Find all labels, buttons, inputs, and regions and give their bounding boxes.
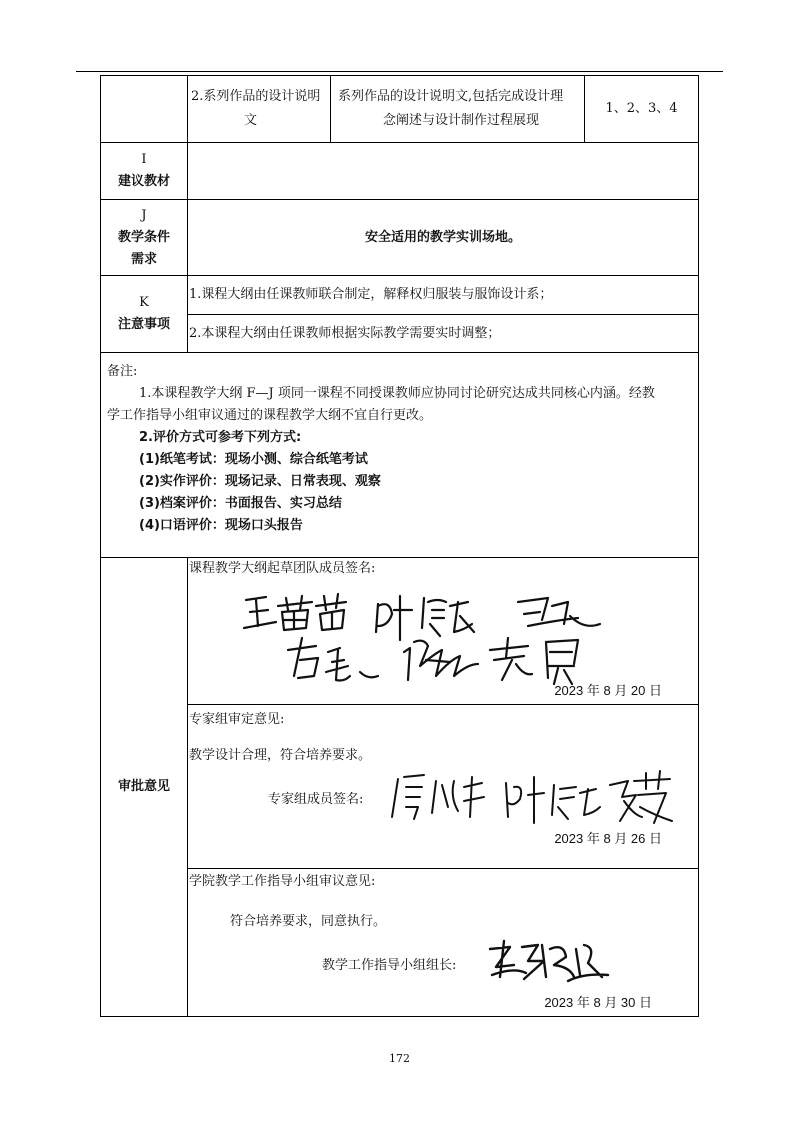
row1-item-line-2: 文 xyxy=(243,113,257,128)
signature-stroke xyxy=(490,941,608,981)
row1-desc-line-1: 系列作品的设计说明文,包括完成设计理 xyxy=(338,89,564,104)
expert-title: 专家组审定意见: xyxy=(189,712,285,727)
section-k-content xyxy=(188,276,699,353)
college-title: 学院教学工作指导小组审议意见: xyxy=(189,874,376,889)
expert-opinion: 教学设计合理，符合培养要求。 xyxy=(189,748,372,763)
remarks-item: (2)实作评价：现场记录、日常表现、观察 xyxy=(139,474,381,489)
table-row xyxy=(101,705,699,869)
section-k-line-1: 1.课程大纲由任课教师联合制定，解释权归服装与服饰设计系； xyxy=(188,276,698,315)
expert-signatures xyxy=(384,767,674,827)
row1-objectives-cell: 1、2、3、4 xyxy=(585,76,699,143)
signature-stroke xyxy=(376,596,474,640)
expert-sign-label: 专家组成员签名: xyxy=(268,792,364,807)
section-k-title: 注意事项 xyxy=(117,317,170,332)
syllabus-table xyxy=(100,75,699,1017)
remarks-p1-line-2: 学工作指导小组审议通过的课程教学大纲不宜自行更改。 xyxy=(107,408,433,423)
section-j-title-1: 教学条件 xyxy=(117,229,170,245)
expert-date: 2023 年 8 月 26 日 xyxy=(554,831,662,846)
drafting-date: 2023 年 8 月 20 日 xyxy=(554,683,662,698)
row1-label-cell xyxy=(101,76,188,143)
drafting-section xyxy=(188,558,699,705)
signature-stroke xyxy=(490,638,578,684)
section-j-label xyxy=(101,200,188,276)
signature-stroke xyxy=(288,638,378,681)
signature-stroke xyxy=(506,777,600,823)
signature-stroke xyxy=(518,598,600,626)
remarks-p2: 2.评价方式可参考下列方式: xyxy=(139,430,302,445)
signature-stroke xyxy=(610,771,672,823)
signature-stroke xyxy=(244,594,346,630)
approval-label: 审批意见 xyxy=(101,558,188,1017)
section-j-letter: J xyxy=(141,207,147,223)
drafting-title: 课程教学大纲起草团队成员签名: xyxy=(189,561,376,576)
section-k-label xyxy=(101,276,188,353)
table-row xyxy=(101,276,699,353)
remarks-cell xyxy=(101,353,699,558)
signature-stroke xyxy=(404,641,478,680)
row1-item-cell xyxy=(188,76,331,143)
expert-section xyxy=(188,705,699,869)
table-row xyxy=(101,869,699,1017)
table-row xyxy=(101,143,699,200)
page-number: 172 xyxy=(389,1052,410,1065)
section-i-letter: I xyxy=(141,152,147,167)
table-row xyxy=(101,200,699,276)
remarks-item: (4)口语评价：现场口头报告 xyxy=(139,518,303,533)
college-section xyxy=(188,869,699,1017)
table-row xyxy=(101,76,699,143)
section-j-content: 安全适用的教学实训场地。 xyxy=(188,200,699,276)
table-row xyxy=(101,353,699,558)
section-k-line-2: 2.本课程大纲由任课教师根据实际教学需要实时调整； xyxy=(189,326,501,341)
section-k-letter: K xyxy=(139,295,149,310)
row1-desc-line-2: 念阐述与设计制作过程展现 xyxy=(382,113,539,128)
row1-item-line-1: 2.系列作品的设计说明 xyxy=(191,89,321,104)
college-signature xyxy=(484,937,614,987)
section-i-title: 建议教材 xyxy=(117,174,170,189)
remarks-title: 备注: xyxy=(107,364,138,379)
drafting-signatures xyxy=(228,580,628,690)
section-j-title-2: 需求 xyxy=(130,251,157,267)
signature-stroke xyxy=(392,775,484,819)
row1-desc-cell xyxy=(331,76,585,143)
section-i-label xyxy=(101,143,188,200)
college-opinion: 符合培养要求，同意执行。 xyxy=(230,914,387,929)
table-row xyxy=(101,558,699,705)
remarks-p1-line-1: 1.本课程教学大纲 F—J 项同一课程不同授课教师应协同讨论研究达成共同核心内涵。经教 xyxy=(139,386,655,401)
remarks-item: (3)档案评价：书面报告、实习总结 xyxy=(139,496,342,511)
section-i-content xyxy=(188,143,699,200)
remarks-item: (1)纸笔考试：现场小测、综合纸笔考试 xyxy=(139,452,368,467)
header-rule xyxy=(76,71,723,72)
college-sign-label: 教学工作指导小组组长: xyxy=(322,958,457,973)
college-date: 2023 年 8 月 30 日 xyxy=(544,995,652,1010)
